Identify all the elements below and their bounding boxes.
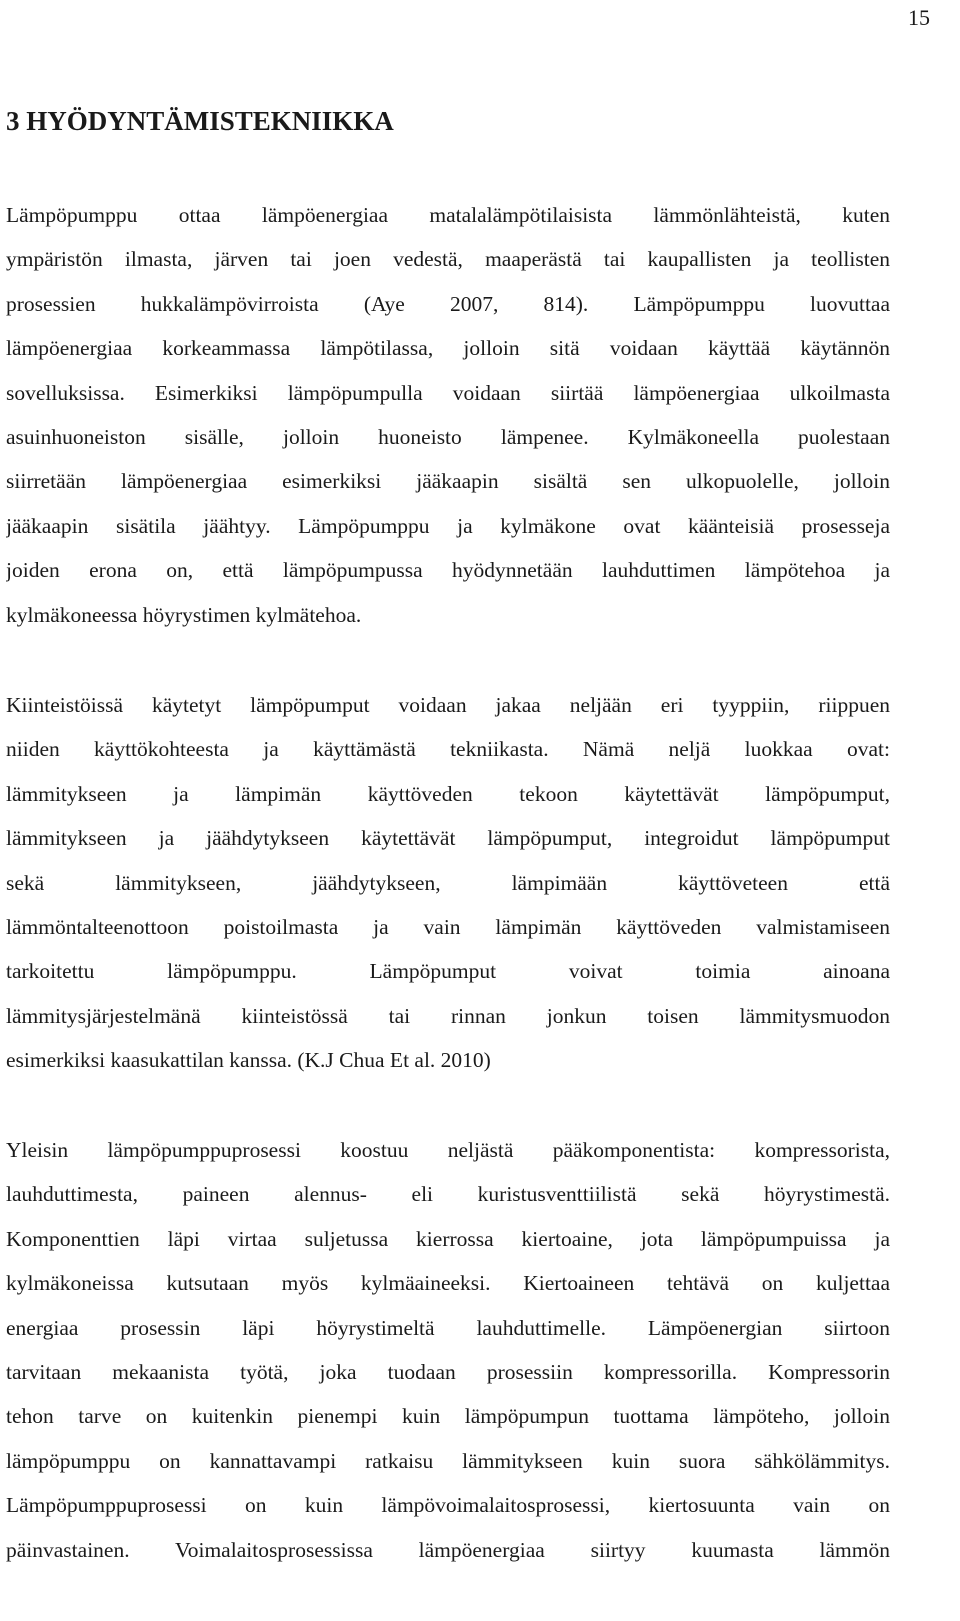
section-heading: 3 HYÖDYNTÄMISTEKNIIKKA xyxy=(6,106,394,136)
text-line: joiden erona on, että lämpöpumpussa hyödynnetään lauhduttimen lämpötehoa ja xyxy=(6,558,890,583)
text-line: prosessien hukkalämpövirroista (Aye 2007, 814). Lämpöpumppu luovuttaa xyxy=(6,291,890,316)
text-line: asuinhuoneiston sisälle, jolloin huoneisto lämpenee. Kylmäkoneella puolestaan xyxy=(6,424,890,449)
text-line: lämpöpumppu on kannattavampi ratkaisu lämmitykseen kuin suora sähkölämmitys. xyxy=(6,1448,890,1473)
text-line: Kiinteistöissä käytetyt lämpöpumput voidaan jakaa neljään eri tyyppiin, riippuen xyxy=(6,693,890,717)
text-line: esimerkiksi kaasukattilan kanssa. (K.J Chua Et al. 2010) xyxy=(6,1048,491,1073)
text-line: jääkaapin sisätila jäähtyy. Lämpöpumppu ja kylmäkone ovat käänteisiä prosesseja xyxy=(6,513,890,538)
text-line: tarvitaan mekaanista työtä, joka tuodaan prosessiin kompressorilla. Kompressorin xyxy=(6,1359,890,1384)
text-line: päinvastainen. Voimalaitosprosessissa lämpöenergiaa siirtyy kuumasta lämmön xyxy=(6,1537,890,1562)
text-line: kylmäkoneessa höyrystimen kylmätehoa. xyxy=(6,602,362,627)
text-line: tehon tarve on kuitenkin pienempi kuin lämpöpumpun tuottama lämpöteho, jolloin xyxy=(6,1404,890,1429)
text-line: niiden käyttökohteesta ja käyttämästä tekniikasta. Nämä neljä luokkaa ovat: xyxy=(6,737,890,762)
paragraph-3 xyxy=(6,1128,890,1572)
text-line: lämmitykseen ja jäähdytykseen käytettävät lämpöpumput, integroidut lämpöpumput xyxy=(6,826,890,851)
text-line: kylmäkoneissa kutsutaan myös kylmäaineeksi. Kiertoaineen tehtävä on kuljettaa xyxy=(6,1271,890,1296)
text-line: lämmitysjärjestelmänä kiinteistössä tai rinnan jonkun toisen lämmitysmuodon xyxy=(6,1003,890,1028)
text-line: lauhduttimesta, paineen alennus- eli kuristusventtiilistä sekä höyrystimestä. xyxy=(6,1182,890,1207)
text-line: lämmitykseen ja lämpimän käyttöveden tekoon käytettävät lämpöpumput, xyxy=(6,781,890,806)
text-line: Lämpöpumppu ottaa lämpöenergiaa matalalämpötilaisista lämmönlähteistä, kuten xyxy=(6,203,890,227)
text-line: sovelluksissa. Esimerkiksi lämpöpumpulla voidaan siirtää lämpöenergiaa ulkoilmasta xyxy=(6,380,890,405)
text-line: sekä lämmitykseen, jäähdytykseen, lämpimään käyttöveteen että xyxy=(6,870,890,895)
paragraph-2 xyxy=(6,683,890,1083)
text-line: Yleisin lämpöpumppuprosessi koostuu neljästä pääkomponentista: kompressorista, xyxy=(6,1138,890,1162)
paragraph-1 xyxy=(6,193,890,637)
text-line: lämmöntalteenottoon poistoilmasta ja vain lämpimän käyttöveden valmistamiseen xyxy=(6,914,890,939)
text-line: lämpöenergiaa korkeammassa lämpötilassa, jolloin sitä voidaan käyttää käytännön xyxy=(6,336,890,361)
text-line: Lämpöpumppuprosessi on kuin lämpövoimalaitosprosessi, kiertosuunta vain on xyxy=(6,1493,890,1518)
text-line: Komponenttien läpi virtaa suljetussa kierrossa kiertoaine, jota lämpöpumpuissa ja xyxy=(6,1226,890,1251)
text-line: tarkoitettu lämpöpumppu. Lämpöpumput voivat toimia ainoana xyxy=(6,959,890,984)
text-line: energiaa prosessin läpi höyrystimeltä lauhduttimelle. Lämpöenergian siirtoon xyxy=(6,1315,890,1340)
text-line: ympäristön ilmasta, järven tai joen vedestä, maaperästä tai kaupallisten ja teollisten xyxy=(6,247,890,272)
text-line: siirretään lämpöenergiaa esimerkiksi jääkaapin sisältä sen ulkopuolelle, jolloin xyxy=(6,469,890,494)
page-number: 15 xyxy=(908,5,930,30)
